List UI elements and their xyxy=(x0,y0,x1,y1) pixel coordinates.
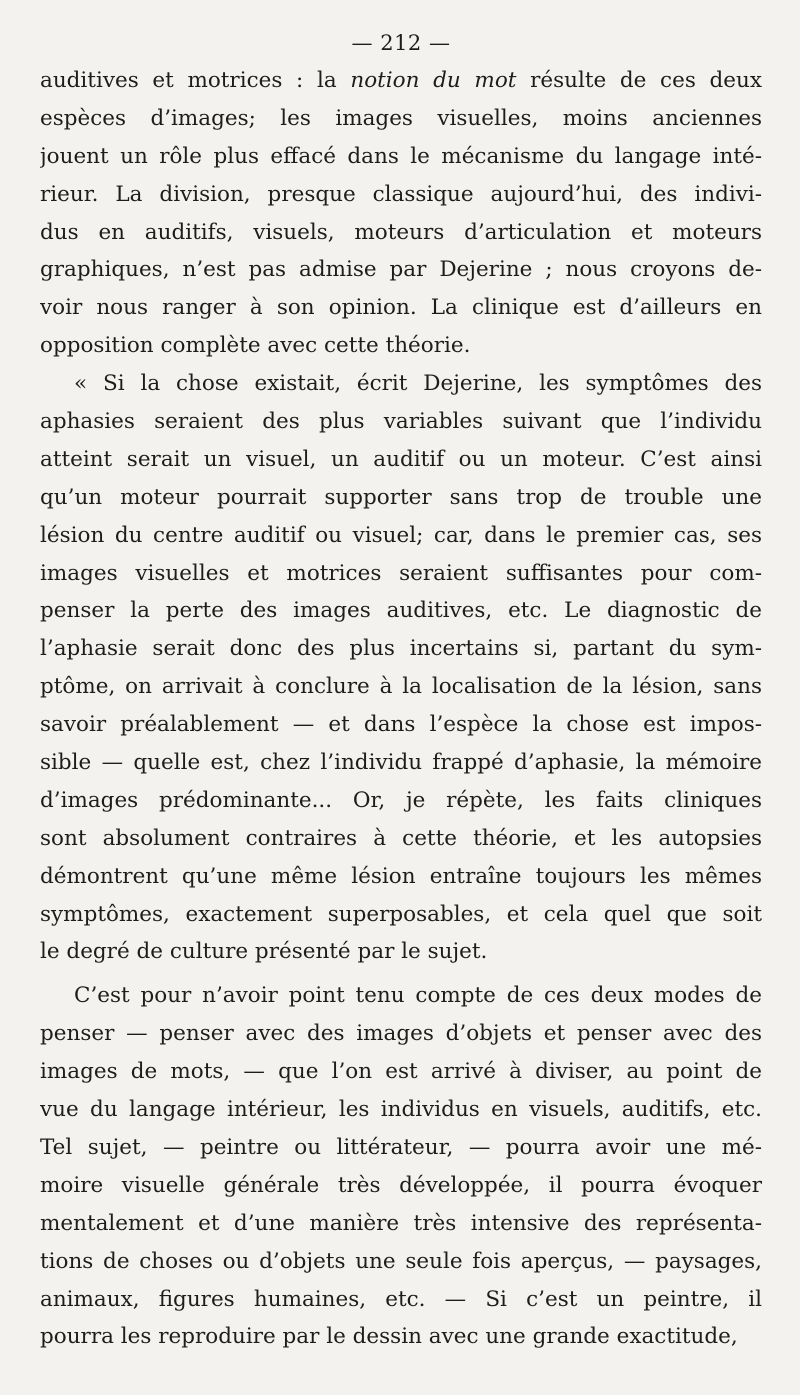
text-line: tions de choses ou d’objets une seule fois aperçus, — paysages, xyxy=(40,1248,762,1274)
italic-phrase: notion du mot xyxy=(350,68,517,93)
text-line: savoir préalablement — et dans l’espèce la chose est impos- xyxy=(40,712,762,738)
text-line: sible — quelle est, chez l’individu frappé d’aphasie, la mémoire xyxy=(40,750,762,776)
text-line: dus en auditifs, visuels, moteurs d’articulation et moteurs xyxy=(40,219,762,245)
text-line: sont absolument contraires à cette théorie, et les autopsies xyxy=(40,825,762,851)
text-line: atteint serait un visuel, un auditif ou un moteur. C’est ainsi xyxy=(40,446,762,472)
text-line: le degré de culture présenté par le sujet. xyxy=(40,939,488,965)
text-segment: résulte de ces deux xyxy=(516,68,762,93)
text-line: mentalement et d’une manière très intensive des représenta- xyxy=(40,1210,762,1236)
text-line: voir nous ranger à son opinion. La clinique est d’ailleurs en xyxy=(40,295,762,321)
text-line: d’images prédominante... Or, je répète, les faits cliniques xyxy=(40,787,762,813)
paragraph xyxy=(40,62,762,365)
text-line: pourra les reproduire par le dessin avec une grande exactitude, xyxy=(40,1324,738,1350)
text-line: « Si la chose existait, écrit Dejerine, les symptômes des xyxy=(74,371,762,397)
text-line: l’aphasie serait donc des plus incertains si, partant du sym- xyxy=(40,636,762,662)
text-line: vue du langage intérieur, les individus en visuels, auditifs, etc. xyxy=(40,1097,762,1123)
text-line: ptôme, on arrivait à conclure à la localisation de la lésion, sans xyxy=(40,674,762,700)
text-line: opposition complète avec cette théorie. xyxy=(40,333,471,359)
body-text xyxy=(40,62,762,1356)
text-line: penser la perte des images auditives, etc. Le diagnostic de xyxy=(40,598,762,624)
text-line: images de mots, — que l’on est arrivé à diviser, au point de xyxy=(40,1059,762,1085)
text-line: lésion du centre auditif ou visuel; car, dans le premier cas, ses xyxy=(40,522,762,548)
text-line: aphasies seraient des plus variables suivant que l’individu xyxy=(40,409,762,435)
paragraph xyxy=(40,977,762,1356)
text-segment: auditives et motrices : la xyxy=(40,68,351,93)
text-line: Tel sujet, — peintre ou littérateur, — pourra avoir une mé- xyxy=(40,1134,762,1160)
paragraph xyxy=(40,365,762,971)
text-line: graphiques, n’est pas admise par Dejerine ; nous croyons de- xyxy=(40,257,762,283)
text-line: moire visuelle générale très développée, il pourra évoquer xyxy=(40,1172,762,1198)
text-line: C’est pour n’avoir point tenu compte de ces deux modes de xyxy=(74,983,762,1009)
page-number: — 212 — xyxy=(351,31,451,55)
text-line: démontrent qu’une même lésion entraîne toujours les mêmes xyxy=(40,863,762,889)
text-line xyxy=(40,62,762,100)
text-line: espèces d’images; les images visuelles, moins anciennes xyxy=(40,105,762,131)
text-line: images visuelles et motrices seraient suffisantes pour com- xyxy=(40,560,762,586)
text-line: jouent un rôle plus effacé dans le mécanisme du langage inté- xyxy=(40,143,762,169)
text-line: penser — penser avec des images d’objets et penser avec des xyxy=(40,1021,762,1047)
text-line: rieur. La division, presque classique aujourd’hui, des indivi- xyxy=(40,181,762,207)
text-line: animaux, figures humaines, etc. — Si c’est un peintre, il xyxy=(40,1286,762,1312)
text-line: qu’un moteur pourrait supporter sans trop de trouble une xyxy=(40,484,762,510)
text-line: symptômes, exactement superposables, et cela quel que soit xyxy=(40,901,762,927)
